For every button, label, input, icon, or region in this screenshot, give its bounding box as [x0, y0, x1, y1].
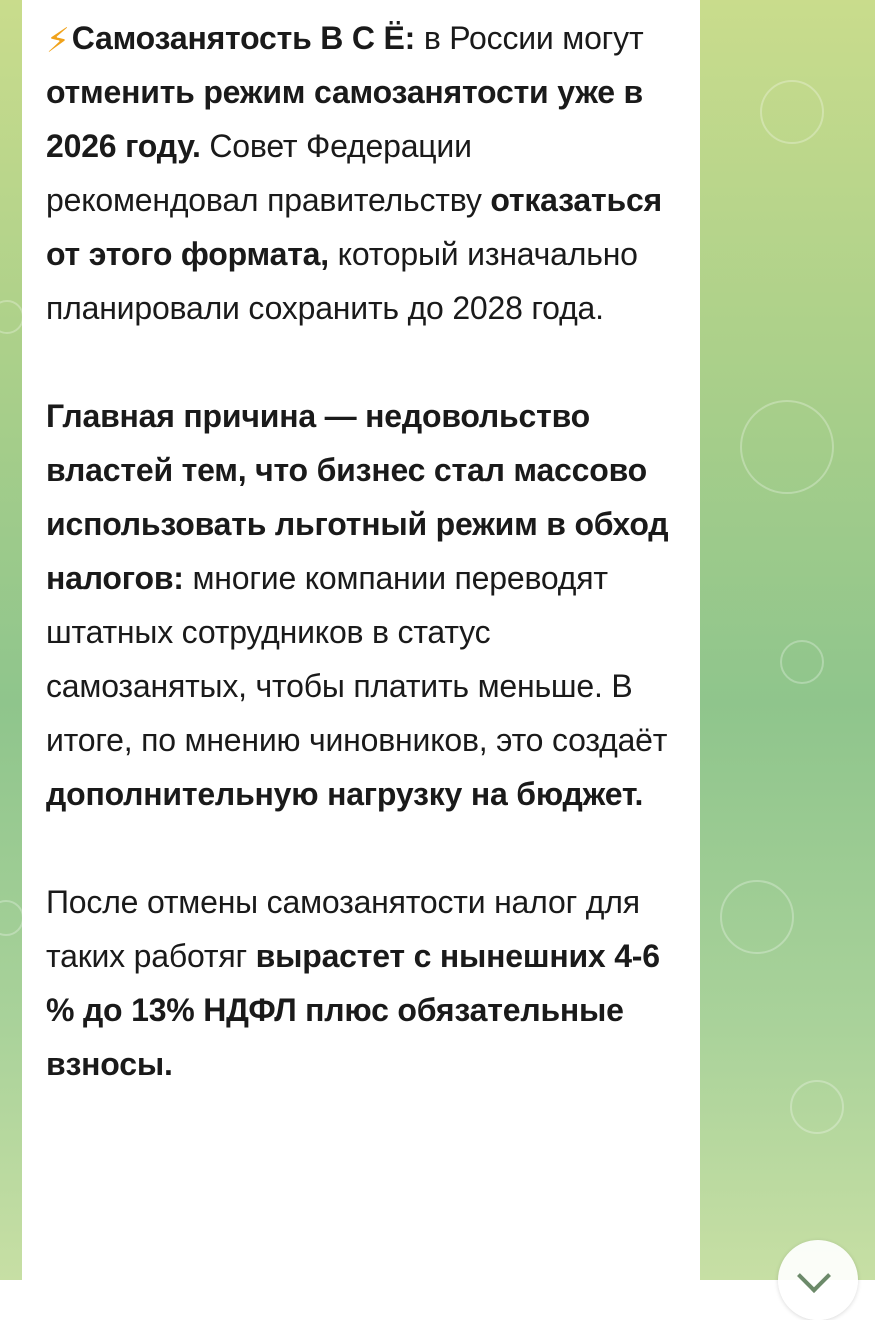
bold-text: вырастет с нынешних 4-6 % до 13% НДФЛ плюс обязательные взносы.	[46, 938, 660, 1082]
bold-text: отменить режим самозанятости уже в 2026 году.	[46, 74, 644, 164]
lightning-icon: ⚡︎	[46, 22, 70, 60]
background-doodle	[780, 640, 824, 684]
message-paragraph	[46, 0, 686, 335]
plain-text: После отмены самозанятости налог для таких работяг	[46, 884, 640, 974]
bold-text: отказаться от этого формата,	[46, 182, 663, 272]
background-doodle	[720, 880, 794, 954]
message-text	[46, 0, 686, 1091]
background-doodle	[740, 400, 834, 494]
message-paragraph	[46, 875, 686, 1091]
background-doodle	[790, 1080, 844, 1134]
bold-text: Главная причина — недовольство властей тем, что бизнес стал массово использовать льготный режим в обход налогов:	[46, 398, 669, 596]
chevron-down-icon	[797, 1259, 831, 1293]
plain-text: в России могут	[415, 20, 644, 56]
background-doodle	[0, 900, 24, 936]
bold-text: Самозанятость В С Ё:	[71, 20, 416, 56]
background-doodle	[760, 80, 824, 144]
message-paragraph	[46, 389, 686, 821]
background-doodle	[0, 300, 24, 334]
plain-text: Совет Федерации рекомендовал правительству	[46, 128, 491, 218]
scroll-down-button[interactable]	[778, 1240, 858, 1320]
plain-text: многие компании переводят штатных сотрудников в статус самозанятых, чтобы платить меньше. В итоге, по мнению чиновников, это создаёт	[46, 560, 668, 758]
plain-text: который изначально планировали сохранить до 2028 года.	[46, 236, 638, 326]
bold-text: дополнительную нагрузку на бюджет.	[46, 776, 644, 812]
